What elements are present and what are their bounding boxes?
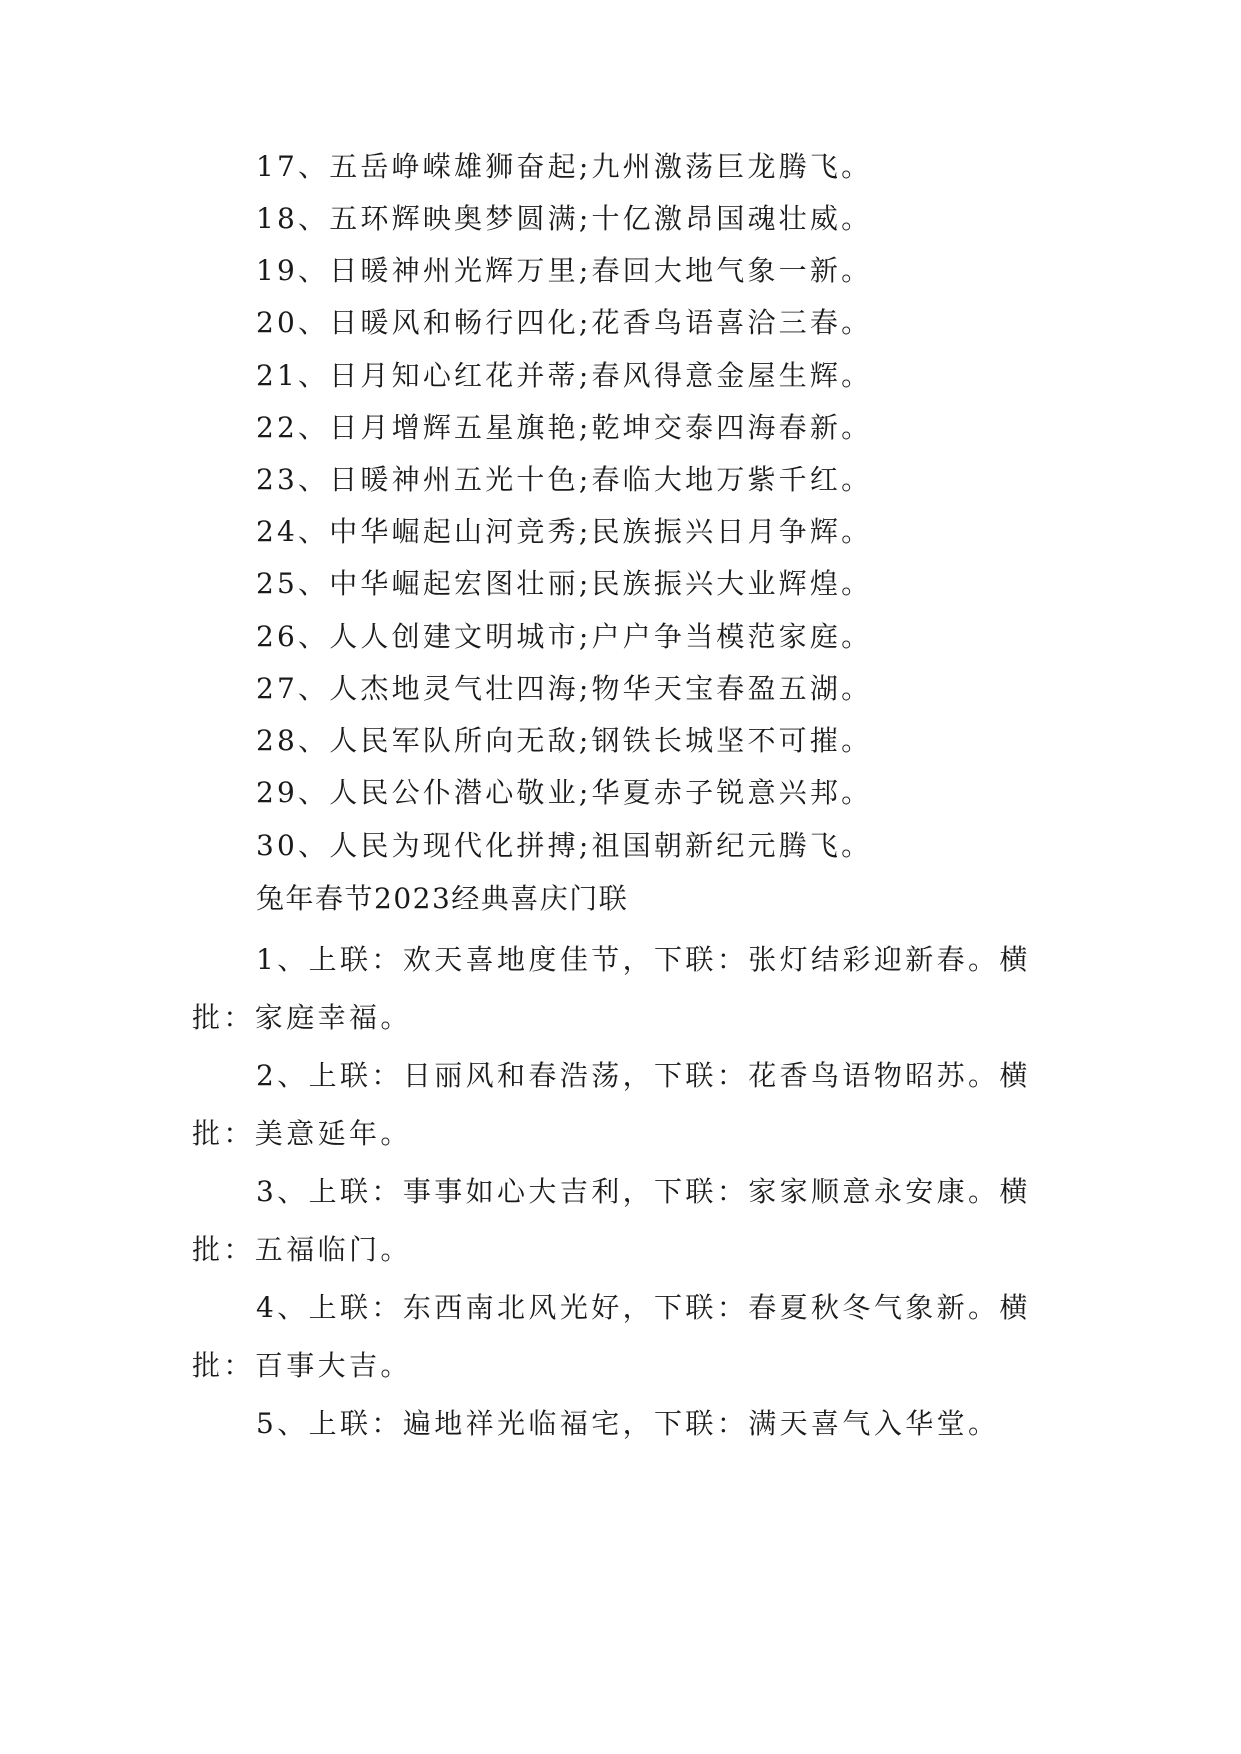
list-item: 23、日暖神州五光十色;春临大地万紫千红。	[256, 463, 873, 496]
list-item: 20、日暖风和畅行四化;花香鸟语喜洽三春。	[256, 306, 873, 339]
list-item: 28、人民军队所向无敌;钢铁长城坚不可摧。	[256, 724, 873, 757]
list-item: 21、日月知心红花并蒂;春风得意金屋生辉。	[256, 359, 873, 392]
list-item: 17、五岳峥嵘雄狮奋起;九州激荡巨龙腾飞。	[256, 150, 873, 183]
list-item: 26、人人创建文明城市;户户争当模范家庭。	[256, 620, 873, 653]
list-item: 22、日月增辉五星旗艳;乾坤交泰四海春新。	[256, 411, 873, 444]
couplet-paragraph: 4、上联：东西南北风光好，下联：春夏秋冬气象新。横批：百事大吉。	[192, 1291, 1031, 1382]
list-item: 27、人杰地灵气壮四海;物华天宝春盈五湖。	[256, 672, 873, 705]
couplet-paragraph: 3、上联：事事如心大吉利，下联：家家顺意永安康。横批：五福临门。	[192, 1175, 1031, 1266]
list-item: 30、人民为现代化拼搏;祖国朝新纪元腾飞。	[256, 829, 873, 862]
section-heading: 兔年春节2023经典喜庆门联	[256, 882, 629, 915]
list-item: 19、日暖神州光辉万里;春回大地气象一新。	[256, 254, 873, 287]
couplet-paragraph: 5、上联：遍地祥光临福宅，下联：满天喜气入华堂。	[256, 1407, 1000, 1440]
couplet-paragraph: 2、上联：日丽风和春浩荡，下联：花香鸟语物昭苏。横批：美意延年。	[192, 1059, 1031, 1150]
couplet-paragraph: 1、上联：欢天喜地度佳节，下联：张灯结彩迎新春。横批：家庭幸福。	[192, 943, 1031, 1034]
list-item: 29、人民公仆潜心敬业;华夏赤子锐意兴邦。	[256, 776, 873, 809]
list-item: 24、中华崛起山河竞秀;民族振兴日月争辉。	[256, 515, 873, 548]
list-item: 25、中华崛起宏图壮丽;民族振兴大业辉煌。	[256, 567, 873, 600]
list-item: 18、五环辉映奥梦圆满;十亿激昂国魂壮威。	[256, 202, 873, 235]
